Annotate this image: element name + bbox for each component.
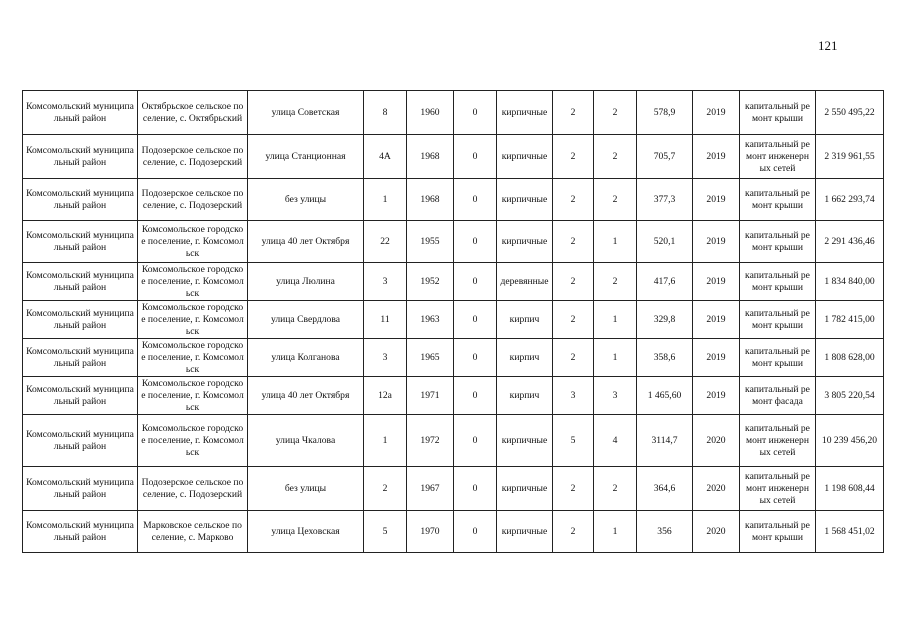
- plan-year-cell: 2019: [693, 301, 740, 339]
- district-cell: Комсомольский муниципальный район: [23, 339, 138, 377]
- cost-cell: 2 291 436,46: [816, 221, 884, 263]
- house-number-cell: 4А: [364, 135, 407, 179]
- district-cell: Комсомольский муниципальный район: [23, 467, 138, 511]
- wall-material-cell: кирпичные: [497, 91, 553, 135]
- build-year-cell: 1952: [407, 263, 454, 301]
- table-row: [23, 221, 884, 263]
- settlement-cell: Комсомольское городское поселение, г. Комсомольск: [138, 221, 248, 263]
- house-number-cell: 2: [364, 467, 407, 511]
- settlement-cell: Комсомольское городское поселение, г. Комсомольск: [138, 301, 248, 339]
- district-cell: Комсомольский муниципальный район: [23, 179, 138, 221]
- table-row: [23, 179, 884, 221]
- table-row: [23, 377, 884, 415]
- build-year-cell: 1967: [407, 467, 454, 511]
- street-cell: улица Колганова: [248, 339, 364, 377]
- floors-cell: 2: [553, 221, 594, 263]
- plan-year-cell: 2020: [693, 511, 740, 553]
- house-number-cell: 3: [364, 339, 407, 377]
- floors-cell: 2: [553, 263, 594, 301]
- settlement-cell: Комсомольское городское поселение, г. Комсомольск: [138, 415, 248, 467]
- floors-cell: 2: [553, 511, 594, 553]
- work-type-cell: капитальный ремонт крыши: [740, 339, 816, 377]
- street-cell: улица Люлина: [248, 263, 364, 301]
- wall-material-cell: кирпич: [497, 301, 553, 339]
- area-cell: 417,6: [637, 263, 693, 301]
- cost-cell: 1 782 415,00: [816, 301, 884, 339]
- zero-cell: 0: [454, 377, 497, 415]
- wall-material-cell: кирпичные: [497, 179, 553, 221]
- work-type-cell: капитальный ремонт крыши: [740, 301, 816, 339]
- plan-year-cell: 2019: [693, 339, 740, 377]
- work-type-cell: капитальный ремонт крыши: [740, 263, 816, 301]
- wall-material-cell: кирпичные: [497, 135, 553, 179]
- entrances-cell: 3: [594, 377, 637, 415]
- zero-cell: 0: [454, 263, 497, 301]
- work-type-cell: капитальный ремонт крыши: [740, 221, 816, 263]
- house-number-cell: 8: [364, 91, 407, 135]
- cost-cell: 1 198 608,44: [816, 467, 884, 511]
- floors-cell: 2: [553, 135, 594, 179]
- table-row: [23, 467, 884, 511]
- work-type-cell: капитальный ремонт фасада: [740, 377, 816, 415]
- floors-cell: 2: [553, 339, 594, 377]
- cost-cell: 1 834 840,00: [816, 263, 884, 301]
- settlement-cell: Комсомольское городское поселение, г. Комсомольск: [138, 377, 248, 415]
- table-row: [23, 263, 884, 301]
- floors-cell: 3: [553, 377, 594, 415]
- work-type-cell: капитальный ремонт инженерных сетей: [740, 415, 816, 467]
- plan-year-cell: 2019: [693, 377, 740, 415]
- wall-material-cell: кирпичные: [497, 415, 553, 467]
- settlement-cell: Подозерское сельское поселение, с. Подозерский: [138, 179, 248, 221]
- floors-cell: 2: [553, 179, 594, 221]
- entrances-cell: 2: [594, 91, 637, 135]
- plan-year-cell: 2019: [693, 263, 740, 301]
- cost-cell: 1 568 451,02: [816, 511, 884, 553]
- area-cell: 377,3: [637, 179, 693, 221]
- district-cell: Комсомольский муниципальный район: [23, 301, 138, 339]
- table-row: [23, 135, 884, 179]
- floors-cell: 5: [553, 415, 594, 467]
- floors-cell: 2: [553, 467, 594, 511]
- entrances-cell: 2: [594, 263, 637, 301]
- table-row: [23, 301, 884, 339]
- floors-cell: 2: [553, 91, 594, 135]
- plan-year-cell: 2020: [693, 415, 740, 467]
- district-cell: Комсомольский муниципальный район: [23, 415, 138, 467]
- area-cell: 578,9: [637, 91, 693, 135]
- zero-cell: 0: [454, 415, 497, 467]
- area-cell: 356: [637, 511, 693, 553]
- plan-year-cell: 2019: [693, 91, 740, 135]
- street-cell: улица 40 лет Октября: [248, 221, 364, 263]
- wall-material-cell: кирпичные: [497, 467, 553, 511]
- table-row: [23, 415, 884, 467]
- settlement-cell: Подозерское сельское поселение, с. Подозерский: [138, 467, 248, 511]
- house-number-cell: 5: [364, 511, 407, 553]
- zero-cell: 0: [454, 221, 497, 263]
- build-year-cell: 1972: [407, 415, 454, 467]
- wall-material-cell: кирпич: [497, 339, 553, 377]
- plan-year-cell: 2019: [693, 135, 740, 179]
- area-cell: 329,8: [637, 301, 693, 339]
- build-year-cell: 1968: [407, 179, 454, 221]
- work-type-cell: капитальный ремонт инженерных сетей: [740, 135, 816, 179]
- wall-material-cell: кирпичные: [497, 221, 553, 263]
- house-number-cell: 12а: [364, 377, 407, 415]
- build-year-cell: 1965: [407, 339, 454, 377]
- build-year-cell: 1960: [407, 91, 454, 135]
- area-cell: 358,6: [637, 339, 693, 377]
- work-type-cell: капитальный ремонт инженерных сетей: [740, 467, 816, 511]
- build-year-cell: 1955: [407, 221, 454, 263]
- house-number-cell: 22: [364, 221, 407, 263]
- area-cell: 3114,7: [637, 415, 693, 467]
- settlement-cell: Марковское сельское поселение, с. Марково: [138, 511, 248, 553]
- settlement-cell: Подозерское сельское поселение, с. Подозерский: [138, 135, 248, 179]
- settlement-cell: Октябрьское сельское поселение, с. Октябрьский: [138, 91, 248, 135]
- zero-cell: 0: [454, 179, 497, 221]
- district-cell: Комсомольский муниципальный район: [23, 91, 138, 135]
- entrances-cell: 1: [594, 221, 637, 263]
- street-cell: улица Свердлова: [248, 301, 364, 339]
- zero-cell: 0: [454, 339, 497, 377]
- area-cell: 364,6: [637, 467, 693, 511]
- cost-cell: 1 662 293,74: [816, 179, 884, 221]
- work-type-cell: капитальный ремонт крыши: [740, 511, 816, 553]
- cost-cell: 3 805 220,54: [816, 377, 884, 415]
- cost-cell: 2 550 495,22: [816, 91, 884, 135]
- build-year-cell: 1968: [407, 135, 454, 179]
- entrances-cell: 1: [594, 301, 637, 339]
- house-number-cell: 1: [364, 415, 407, 467]
- district-cell: Комсомольский муниципальный район: [23, 263, 138, 301]
- area-cell: 520,1: [637, 221, 693, 263]
- street-cell: улица Цеховская: [248, 511, 364, 553]
- entrances-cell: 1: [594, 339, 637, 377]
- page-number: 121: [818, 38, 838, 53]
- street-cell: улица Советская: [248, 91, 364, 135]
- zero-cell: 0: [454, 467, 497, 511]
- work-type-cell: капитальный ремонт крыши: [740, 179, 816, 221]
- area-cell: 1 465,60: [637, 377, 693, 415]
- zero-cell: 0: [454, 135, 497, 179]
- house-number-cell: 1: [364, 179, 407, 221]
- street-cell: без улицы: [248, 179, 364, 221]
- settlement-cell: Комсомольское городское поселение, г. Комсомольск: [138, 263, 248, 301]
- housing-repair-table: [22, 90, 884, 553]
- plan-year-cell: 2019: [693, 179, 740, 221]
- zero-cell: 0: [454, 511, 497, 553]
- build-year-cell: 1963: [407, 301, 454, 339]
- area-cell: 705,7: [637, 135, 693, 179]
- district-cell: Комсомольский муниципальный район: [23, 377, 138, 415]
- table-row: [23, 339, 884, 377]
- district-cell: Комсомольский муниципальный район: [23, 221, 138, 263]
- table-row: [23, 91, 884, 135]
- zero-cell: 0: [454, 301, 497, 339]
- cost-cell: 1 808 628,00: [816, 339, 884, 377]
- entrances-cell: 2: [594, 467, 637, 511]
- build-year-cell: 1970: [407, 511, 454, 553]
- settlement-cell: Комсомольское городское поселение, г. Комсомольск: [138, 339, 248, 377]
- street-cell: улица Станционная: [248, 135, 364, 179]
- zero-cell: 0: [454, 91, 497, 135]
- plan-year-cell: 2020: [693, 467, 740, 511]
- entrances-cell: 1: [594, 511, 637, 553]
- street-cell: улица 40 лет Октября: [248, 377, 364, 415]
- house-number-cell: 11: [364, 301, 407, 339]
- table-row: [23, 511, 884, 553]
- street-cell: без улицы: [248, 467, 364, 511]
- wall-material-cell: деревянные: [497, 263, 553, 301]
- district-cell: Комсомольский муниципальный район: [23, 511, 138, 553]
- entrances-cell: 2: [594, 179, 637, 221]
- cost-cell: 2 319 961,55: [816, 135, 884, 179]
- build-year-cell: 1971: [407, 377, 454, 415]
- entrances-cell: 4: [594, 415, 637, 467]
- district-cell: Комсомольский муниципальный район: [23, 135, 138, 179]
- street-cell: улица Чкалова: [248, 415, 364, 467]
- cost-cell: 10 239 456,20: [816, 415, 884, 467]
- house-number-cell: 3: [364, 263, 407, 301]
- wall-material-cell: кирпичные: [497, 511, 553, 553]
- entrances-cell: 2: [594, 135, 637, 179]
- wall-material-cell: кирпич: [497, 377, 553, 415]
- work-type-cell: капитальный ремонт крыши: [740, 91, 816, 135]
- floors-cell: 2: [553, 301, 594, 339]
- plan-year-cell: 2019: [693, 221, 740, 263]
